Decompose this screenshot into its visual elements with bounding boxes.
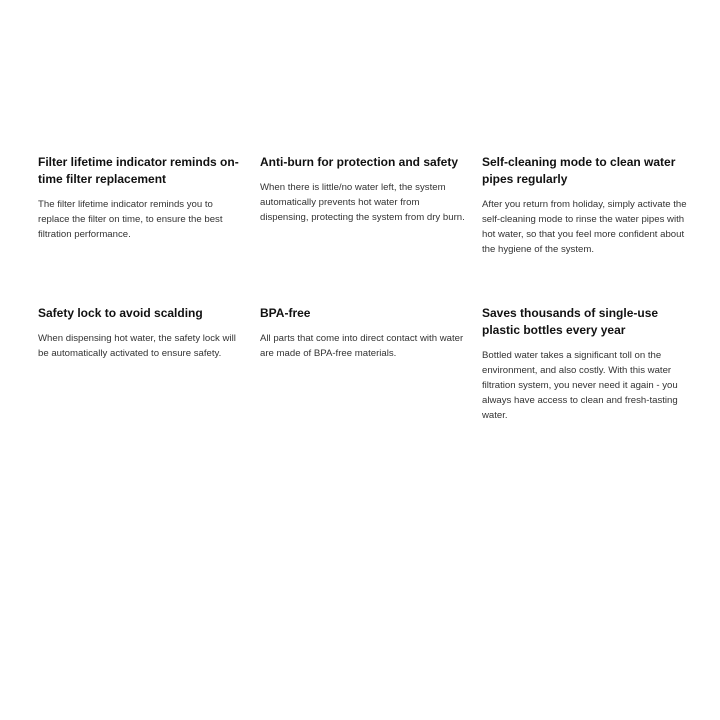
feature-title: Filter lifetime indicator reminds on-time filter replacement: [38, 155, 239, 186]
feature-title: Safety lock to avoid scalding: [38, 306, 203, 320]
feature-description: Bottled water takes a significant toll on the environment, and also costly. With this water filtration system, you never need it again - you always have access to clean and fresh-tasting water.: [482, 350, 678, 421]
feature-title: Anti-burn for protection and safety: [260, 155, 458, 169]
feature-self-cleaning-mode: [482, 154, 687, 305]
feature-grid: [38, 154, 688, 423]
feature-description: The filter lifetime indicator reminds you to replace the filter on time, to ensure the best filtration performance.: [38, 199, 223, 240]
feature-description: After you return from holiday, simply activate the self-cleaning mode to rinse the water pipes with hot water, so that you feel more confident about the hygiene of the system.: [482, 199, 687, 255]
feature-description: All parts that come into direct contact with water are made of BPA-free materials.: [260, 333, 464, 359]
feature-title: Self-cleaning mode to clean water pipes regularly: [482, 155, 676, 186]
feature-description: When dispensing hot water, the safety lock will be automatically activated to ensure safety.: [38, 333, 236, 359]
feature-description: When there is little/no water left, the system automatically prevents hot water from dispensing, protecting the system from dry burn.: [260, 182, 465, 223]
feature-title: BPA-free: [260, 306, 311, 320]
feature-title: Saves thousands of single-use plastic bottles every year: [482, 306, 659, 337]
feature-saves-plastic-bottles: [482, 305, 687, 423]
feature-anti-burn: [260, 154, 465, 305]
feature-safety-lock: [38, 305, 243, 423]
feature-bpa-free: [260, 305, 465, 423]
feature-filter-lifetime-indicator: [38, 154, 243, 305]
